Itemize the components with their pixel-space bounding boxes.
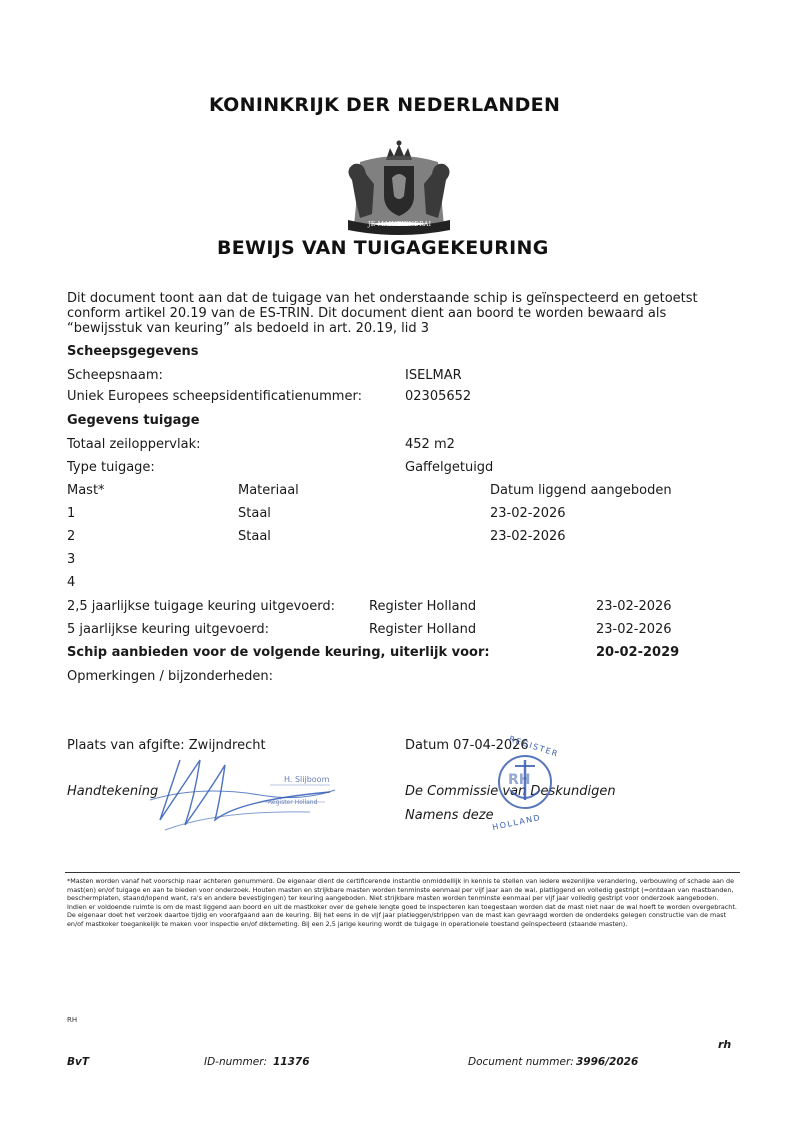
document-title: BEWIJS VAN TUIGAGEKEURING: [217, 237, 549, 259]
signature-icon: [140, 740, 340, 840]
signer-stamp-sub: Register Holland: [268, 799, 318, 806]
author-initials: BvT: [67, 1056, 90, 1068]
coat-of-arms-icon: [334, 140, 464, 240]
initials-right: rh: [718, 1038, 732, 1051]
signer-stamp-name: H. Slijboom: [284, 775, 330, 784]
document-number-value: 3996/2026: [576, 1056, 639, 1068]
inspection-2-5-date: 23-02-2026: [596, 599, 672, 614]
ship-name-value: ISELMAR: [405, 368, 462, 383]
intro-text: Dit document toont aan dat de tuigage van het onderstaande schip is geïnspecteerd en getoetst conform artikel 20.19 van de ES-TRIN. Dit document dient aan boord te worden bewaard als “bewijsstuk van keuring” als bedoeld in art. 20.19, lid 3: [67, 291, 698, 336]
next-inspection-date: 20-02-2029: [596, 645, 680, 660]
on-behalf-label: Namens deze: [405, 808, 494, 823]
document-number-label: Document nummer:: [468, 1056, 574, 1068]
rigging-section-heading: Gegevens tuigage: [67, 413, 200, 428]
motto-text: JE MAINTIENDRAI: [368, 221, 432, 228]
stamp-monogram: RH: [508, 772, 531, 788]
mast-number: 2: [67, 529, 76, 544]
inspection-5-date: 23-02-2026: [596, 622, 672, 637]
eni-label: Uniek Europees scheepsidentificatienummer:: [67, 389, 362, 404]
inspection-2-5-by: Register Holland: [369, 599, 477, 614]
initials-small: RH: [67, 1016, 78, 1024]
mast-material: Staal: [238, 506, 271, 521]
place-of-issue: Plaats van afgifte: Zwijndrecht: [67, 738, 266, 753]
footnote-text: *Masten worden vanaf het voorschip naar achteren genummerd. De eigenaar dient de certificerende instantie onmiddellijk in kennis te stellen van iedere wezenlijke verandering, verbouwing of schade aan de mast(en) en/of tuigage en aan te bieden voor onderzoek. Houten masten en strijkbare masten worden tenminste eenmaal per vijf jaar aan de wal, platliggend en volledig gestript (=ontdaan van mastbanden, beschermplaten, staand/lopend want, ra's en andere bevestigingen) ter keuring aangeboden. Niet strijkbare masten worden tenminste eenmaal per vijf jaar volledig gestript voor onderzoek aangeboden. Indien er voldoende ruimte is om de mast liggend aan boord en uit de mastkoker over de gehele lengte goed te inspecteren kan toegestaan worden dat de mast niet naar de wal hoeft te worden overgebracht. De eigenaar doet het verzoek daartoe tijdig en voorafgaand aan de keuring. Bij het eens in de vijf jaar platleggen/strippen van de mast kan gevraagd worden de onderdeks gelegen constructie van de mast en/of mastkoker toegankelijk te maken voor inspectie en/of diktemeting. Bij een 2,5 jarige keuring wordt de tuigage in operationele toestand geïnspecteerd (staande masten).: [67, 877, 737, 928]
mast-date: 23-02-2026: [490, 529, 566, 544]
inspection-2-5-label: 2,5 jaarlijkse tuigage keuring uitgevoerd:: [67, 599, 335, 614]
mast-date: 23-02-2026: [490, 506, 566, 521]
material-column-header: Materiaal: [238, 483, 299, 498]
mast-column-header: Mast*: [67, 483, 105, 498]
stamp-top-text: REGISTER: [507, 734, 560, 759]
date-column-header: Datum liggend aangeboden: [490, 483, 672, 498]
id-number-label: ID-nummer:: [204, 1056, 268, 1068]
inspection-5-by: Register Holland: [369, 622, 477, 637]
signature-label: Handtekening: [67, 784, 159, 799]
sail-area-value: 452 m2: [405, 437, 455, 452]
sail-area-label: Totaal zeiloppervlak:: [67, 437, 201, 452]
footnote-separator: [65, 872, 740, 873]
id-number-value: 11376: [273, 1056, 310, 1068]
next-inspection-label: Schip aanbieden voor de volgende keuring, uiterlijk voor:: [67, 645, 490, 660]
ship-name-label: Scheepsnaam:: [67, 368, 163, 383]
mast-number: 4: [67, 575, 76, 590]
committee-label: De Commissie van Deskundigen: [405, 784, 616, 799]
remarks-label: Opmerkingen / bijzonderheden:: [67, 669, 273, 684]
stamp-bottom-text: HOLLAND: [491, 812, 542, 833]
mast-number: 1: [67, 506, 76, 521]
mast-material: Staal: [238, 529, 271, 544]
inspection-5-label: 5 jaarlijkse keuring uitgevoerd:: [67, 622, 270, 637]
issue-date: Datum 07-04-2026: [405, 738, 529, 753]
ship-section-heading: Scheepsgegevens: [67, 344, 199, 359]
rig-type-value: Gaffelgetuigd: [405, 460, 494, 475]
eni-value: 02305652: [405, 389, 472, 404]
mast-number: 3: [67, 552, 76, 567]
register-holland-stamp-icon: [480, 734, 570, 834]
rig-type-label: Type tuigage:: [67, 460, 155, 475]
country-title: KONINKRIJK DER NEDERLANDEN: [209, 94, 561, 116]
